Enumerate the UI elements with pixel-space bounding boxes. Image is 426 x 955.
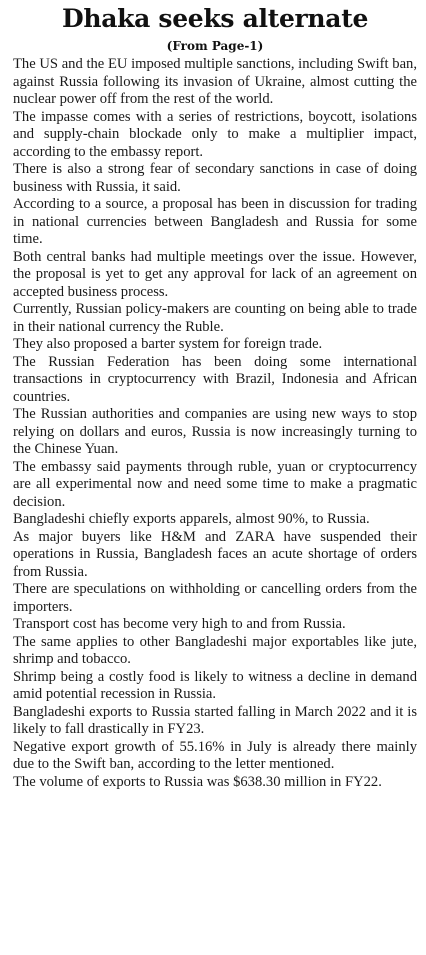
paragraph: The Russian Federation has been doing some international transactions in cryptocurrency with Brazil, Indonesia and African countries. — [13, 353, 417, 405]
continuation-note: (From Page-1) — [166, 39, 264, 53]
paragraph: The Russian authorities and companies are using new ways to stop relying on dollars and euros, Russia is now increasingly turning to the Chinese Yuan. — [13, 406, 417, 457]
article-body — [13, 56, 417, 791]
paragraph: Both central banks had multiple meetings over the issue. However, the proposal is yet to get any approval for lack of an agreement on accepted business process. — [13, 248, 417, 300]
paragraph: The impasse comes with a series of restrictions, boycott, isolations and supply-chain blockade only to make a multiplier impact, according to the embassy report. — [13, 108, 417, 160]
paragraph: Negative export growth of 55.16% in July is already there mainly due to the Swift ban, according to the letter mentioned. — [13, 738, 417, 772]
paragraph: The embassy said payments through ruble, yuan or cryptocurrency are all experimental now and need some time to make a pragmatic decision. — [13, 458, 417, 510]
paragraph: According to a source, a proposal has been in discussion for trading in national currencies between Bangladesh and Russia for some time. — [13, 196, 417, 247]
paragraph: The same applies to other Bangladeshi major exportables like jute, shrimp and tobacco. — [13, 633, 417, 667]
paragraph: Bangladeshi exports to Russia started falling in March 2022 and it is likely to fall drastically in FY23. — [13, 703, 417, 737]
paragraph: They also proposed a barter system for foreign trade. — [13, 336, 323, 352]
headline: Dhaka seeks alternate — [61, 4, 369, 33]
paragraph: Transport cost has become very high to and from Russia. — [13, 616, 346, 632]
paragraph: The volume of exports to Russia was $638.30 million in FY22. — [13, 773, 382, 790]
paragraph: Currently, Russian policy-makers are counting on being able to trade in their national currency the Ruble. — [13, 301, 417, 335]
paragraph: As major buyers like H&M and ZARA have suspended their operations in Russia, Bangladesh faces an acute shortage of orders from Russia. — [13, 528, 417, 580]
paragraph: There are speculations on withholding or cancelling orders from the importers. — [13, 581, 417, 615]
paragraph: Shrimp being a costly food is likely to witness a decline in demand amid potential recession in Russia. — [13, 668, 417, 702]
paragraph: Bangladeshi chiefly exports apparels, almost 90%, to Russia. — [13, 511, 370, 527]
paragraph: The US and the EU imposed multiple sanctions, including Swift ban, against Russia following its invasion of Ukraine, almost cutting the nuclear power off from the rest of the world. — [13, 56, 417, 107]
paragraph: There is also a strong fear of secondary sanctions in case of doing business with Russia, it said. — [13, 161, 417, 195]
